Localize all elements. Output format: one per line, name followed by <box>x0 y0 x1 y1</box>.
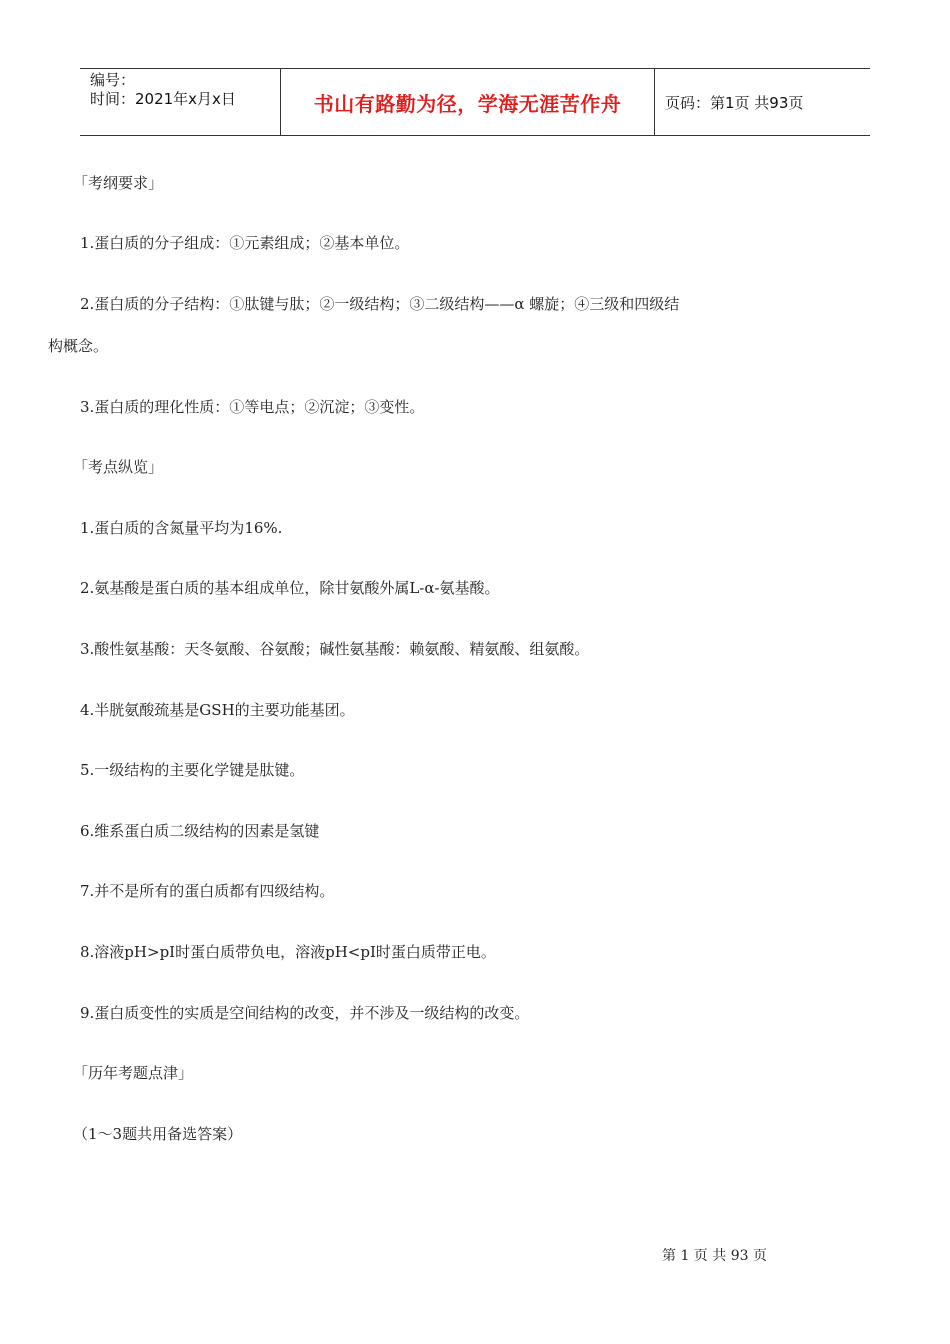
header-page-info: 页码：第1页 共93页 <box>665 93 804 112</box>
point-1: 1.蛋白质的含氮量平均为16%. <box>80 519 283 537</box>
section-heading-overview: 「考点纵览」 <box>73 458 164 476</box>
header-motto: 书山有路勤为径，学海无涯苦作舟 <box>281 69 655 135</box>
point-8: 8.溶液pH>pI时蛋白质带负电，溶液pH<pI时蛋白质带正电。 <box>80 943 496 961</box>
point-7: 7.并不是所有的蛋白质都有四级结构。 <box>80 882 335 900</box>
page-header <box>80 68 870 136</box>
point-9: 9.蛋白质变性的实质是空间结构的改变，并不涉及一级结构的改变。 <box>80 1004 530 1022</box>
requirement-2: 2.蛋白质的分子结构：①肽键与肽；②一级结构；③二级结构——α 螺旋；④三级和四级结 <box>80 295 680 313</box>
header-meta <box>80 69 281 135</box>
number-label: 编号： <box>90 71 136 89</box>
point-6: 6.维系蛋白质二级结构的因素是氢键 <box>80 822 320 840</box>
section-heading-past-exams: 「历年考题点津」 <box>73 1064 194 1082</box>
section-heading-syllabus: 「考纲要求」 <box>73 174 164 192</box>
requirement-1: 1.蛋白质的分子组成：①元素组成；②基本单位。 <box>80 234 410 252</box>
requirement-3: 3.蛋白质的理化性质：①等电点；②沉淀；③变性。 <box>80 398 425 416</box>
point-2: 2.氨基酸是蛋白质的基本组成单位，除甘氨酸外属L-α-氨基酸。 <box>80 579 500 597</box>
requirement-2-continued: 构概念。 <box>48 337 109 355</box>
page-footer: 第 1 页 共 93 页 <box>662 1248 767 1264</box>
point-4: 4.半胱氨酸巯基是GSH的主要功能基团。 <box>80 701 355 719</box>
point-3: 3.酸性氨基酸：天冬氨酸、谷氨酸；碱性氨基酸：赖氨酸、精氨酸、组氨酸。 <box>80 640 590 658</box>
time-label: 时间：2021年x月x日 <box>90 90 236 108</box>
shared-answers-note: （1～3题共用备选答案） <box>73 1125 243 1143</box>
point-5: 5.一级结构的主要化学键是肽键。 <box>80 761 305 779</box>
